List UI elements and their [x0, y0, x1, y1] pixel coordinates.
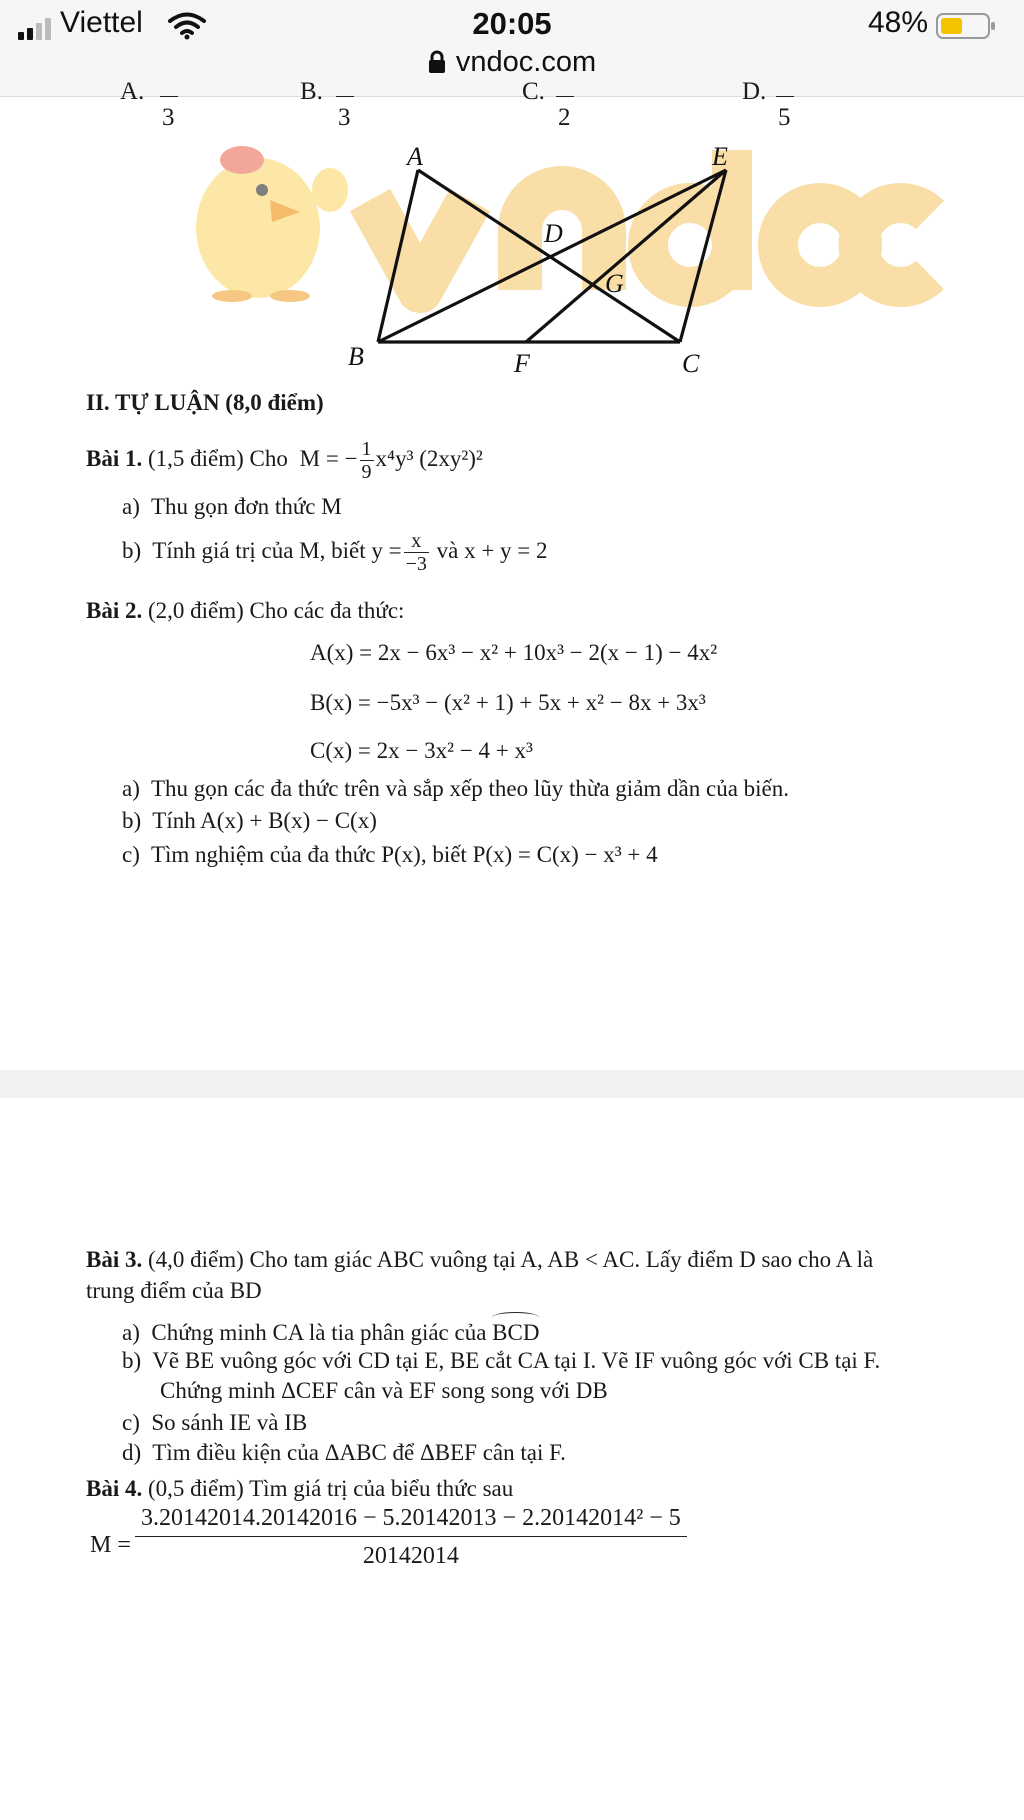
bai2-part-a	[122, 776, 789, 802]
bai1-frac-den: 9	[361, 461, 372, 483]
bai1-frac-num: 1	[361, 438, 372, 460]
point-label-d: D	[544, 219, 563, 248]
bai2-c-label: c)	[122, 842, 140, 867]
bai2-a-label: a)	[122, 776, 140, 801]
bai4-points: (0,5 điểm) Tìm giá trị của biểu thức sau	[147, 1476, 514, 1501]
point-label-g: G	[605, 269, 624, 298]
carrier-name: Viettel	[60, 6, 143, 39]
bai1-b-label: b)	[122, 537, 142, 563]
bai3-d-text: Tìm điều kiện của ΔABC để ΔBEF cân tại F.	[152, 1440, 566, 1465]
bai2-part-b	[122, 808, 377, 834]
bai4-denominator: 20142014	[362, 1543, 459, 1569]
battery-icon	[936, 12, 996, 40]
geometry-figure	[0, 120, 1024, 390]
poly-c: C(x) = 2x − 3x² − 4 + x³	[310, 738, 533, 763]
bai3-heading	[86, 1247, 873, 1273]
point-label-e: E	[712, 142, 728, 171]
lock-icon	[428, 50, 446, 74]
option-c-label: C.	[522, 78, 545, 105]
bai1-b-fraction	[404, 530, 429, 575]
battery-percent: 48%	[867, 6, 928, 39]
fraction-bar	[336, 96, 354, 97]
bai1-heading	[86, 438, 483, 483]
bai3-part-c	[122, 1410, 307, 1436]
chick-mascot-body	[196, 158, 320, 298]
option-a-denominator: 3	[162, 104, 175, 131]
bai1-a-text: Thu gọn đơn thức M	[150, 494, 342, 519]
section-title: II. TỰ LUẬN (8,0 điểm)	[86, 390, 324, 415]
bai2-a-text: Thu gọn các đa thức trên và sắp xếp theo lũy thừa giảm dần của biến.	[150, 776, 790, 801]
bai3-c-label: c)	[122, 1410, 140, 1435]
point-label-a: A	[407, 142, 423, 171]
bai3-part-a	[122, 1316, 539, 1346]
point-label-f: F	[514, 349, 530, 378]
option-d-label: D.	[742, 78, 767, 105]
vndoc-watermark	[196, 146, 930, 302]
bai1-fraction	[360, 438, 374, 483]
clock-time: 20:05	[472, 6, 552, 41]
bai4-fraction	[135, 1505, 687, 1570]
bai2-b-text: Tính A(x) + B(x) − C(x)	[152, 808, 377, 833]
poly-a: A(x) = 2x − 6x³ − x² + 10x³ − 2(x − 1) − 4x²	[310, 640, 718, 665]
option-b-label: B.	[300, 78, 323, 105]
point-label-c: C	[682, 349, 700, 378]
bai4-heading	[86, 1476, 513, 1502]
bai1-b-text: Tính giá trị của M, biết	[152, 537, 366, 563]
option-a-label: A.	[120, 78, 145, 105]
browser-status-bar	[0, 0, 1024, 97]
fraction-bar	[776, 96, 794, 97]
bai3-b-text2: Chứng minh ΔCEF cân và EF song song với DB	[160, 1378, 608, 1403]
option-c-denominator: 2	[558, 104, 571, 131]
bai4-title: Bài 4.	[86, 1476, 143, 1501]
bai1-formula-lhs: M = −	[299, 445, 358, 471]
bai1-title: Bài 1.	[86, 445, 143, 471]
bai1-points: (1,5 điểm) Cho	[147, 445, 288, 471]
bai2-c-text: Tìm nghiệm của đa thức P(x), biết P(x) = C(x) − x³ + 4	[150, 842, 658, 867]
bai3-points: (4,0 điểm) Cho tam giác ABC vuông tại A, AB < AC. Lấy điểm D sao cho A là	[147, 1247, 874, 1272]
bai2-title: Bài 2.	[86, 598, 143, 623]
fraction-bar	[160, 96, 178, 97]
point-label-b: B	[348, 342, 364, 371]
fraction-bar	[556, 96, 574, 97]
bai1-b-frac-num: x	[404, 530, 429, 553]
bai3-b-text: Vẽ BE vuông góc với CD tại E, BE cắt CA tại I. Vẽ IF vuông góc với CB tại F.	[152, 1348, 881, 1373]
bai3-part-b	[122, 1348, 880, 1374]
bai4-numerator: 3.20142014.20142016 − 5.20142013 − 2.20142014² − 5	[135, 1505, 687, 1537]
bai3-a-label: a)	[122, 1320, 140, 1345]
poly-b: B(x) = −5x³ − (x² + 1) + 5x + x² − 8x + 3x³	[310, 690, 706, 715]
bai2-part-c	[122, 842, 658, 868]
bai1-part-a	[122, 494, 342, 520]
option-d-denominator: 5	[778, 104, 791, 131]
bai3-title: Bài 3.	[86, 1247, 143, 1272]
bai2-points: (2,0 điểm) Cho các đa thức:	[147, 598, 405, 623]
bai3-a-text: Chứng minh CA là tia phân giác của	[151, 1320, 487, 1345]
bai2-b-label: b)	[122, 808, 142, 833]
bai3-line2: trung điểm của BD	[86, 1278, 262, 1303]
bai1-part-b	[122, 530, 548, 575]
bai1-b-y: y =	[371, 537, 402, 563]
option-b-denominator: 3	[338, 104, 351, 131]
bai3-d-label: d)	[122, 1440, 142, 1465]
url-text: vndoc.com	[455, 46, 597, 78]
bai1-b-frac-den: −3	[405, 553, 427, 575]
angle-bcd: BCD	[492, 1316, 539, 1346]
bai1-a-label: a)	[122, 494, 140, 519]
address-bar[interactable]	[0, 46, 1024, 79]
page-separator	[0, 1070, 1024, 1098]
bai3-b-label: b)	[122, 1348, 142, 1373]
bai3-part-d	[122, 1440, 566, 1466]
bai1-formula-rest: x⁴y³ (2xy²)²	[375, 445, 483, 471]
bai1-b-tail: và x + y = 2	[436, 537, 548, 563]
bai3-c-text: So sánh IE và IB	[151, 1410, 308, 1435]
bai4-lhs: M =	[90, 1532, 131, 1558]
bai2-heading	[86, 598, 404, 624]
